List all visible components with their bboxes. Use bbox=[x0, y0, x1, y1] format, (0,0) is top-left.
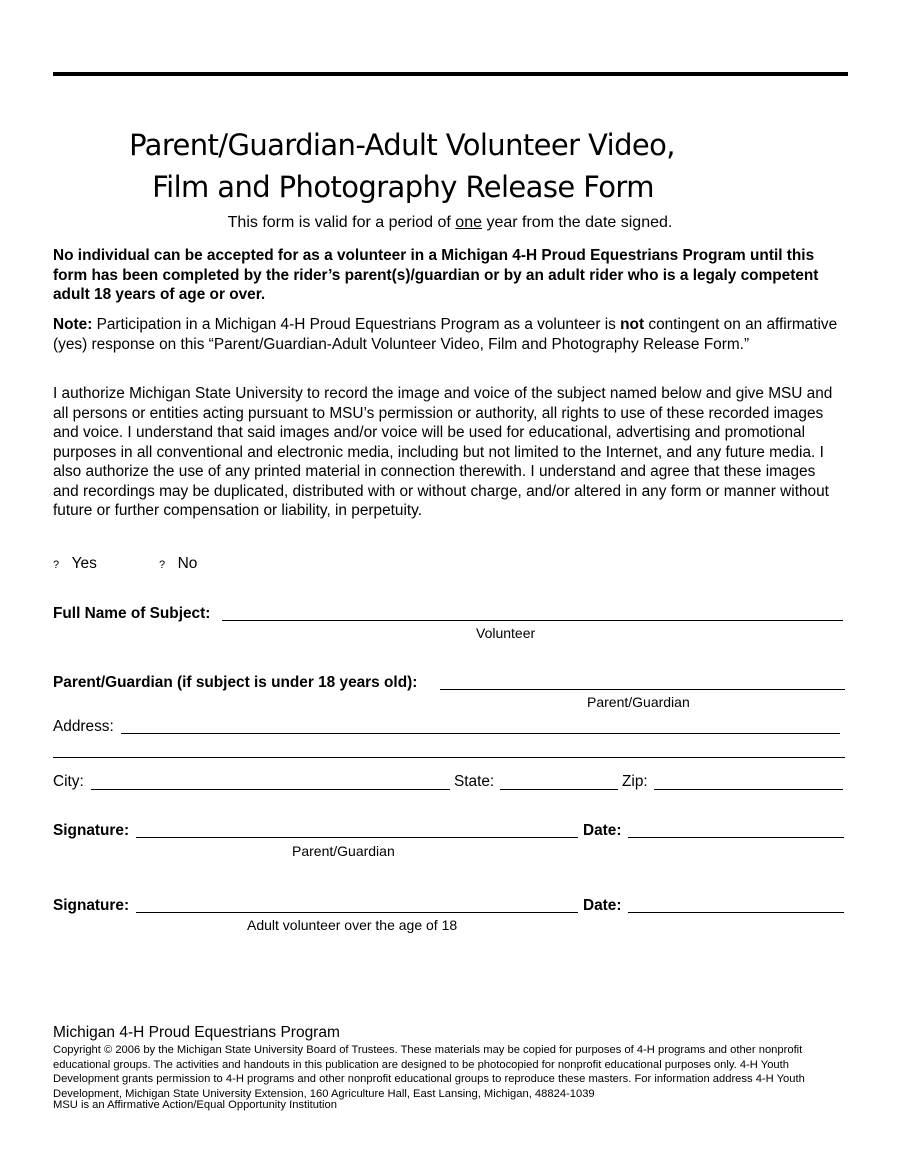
address-line-1[interactable] bbox=[121, 733, 840, 734]
state-label: State: bbox=[454, 773, 495, 790]
parent-guardian-label: Parent/Guardian (if subject is under 18 years old): bbox=[53, 674, 418, 691]
footer-copyright: Copyright © 2006 by the Michigan State University Board of Trustees. These materials may be copied for purposes of 4-H programs and other nonprofit educational groups. The activities and handouts in this publication are designed to be photocopied for nonprofit educational purposes only. 4-H Youth Development grants permission to 4-H programs and other nonprofit educational groups to reproduce these masters. For information address 4-H Youth Development, Michigan State University Extension, 160 Agriculture Hall, East Lansing, Michigan, 48824-1039 bbox=[53, 1044, 805, 1100]
no-label: No bbox=[177, 555, 198, 572]
signature-2-line[interactable] bbox=[136, 912, 578, 913]
date-2-label: Date: bbox=[583, 897, 622, 914]
full-name-caption: Volunteer bbox=[476, 625, 536, 641]
footer-eo-statement: MSU is an Affirmative Action/Equal Opportunity Institution bbox=[53, 1099, 337, 1111]
signature-1-label: Signature: bbox=[53, 822, 130, 839]
note-paragraph: Note: Participation in a Michigan 4-H Proud Equestrians Program as a volunteer is not contingent on an affirmative (yes) response on this “Parent/Guardian-Adult Volunteer Video, Film and Photography Release Form.” bbox=[53, 316, 838, 353]
no-option[interactable] bbox=[159, 555, 197, 573]
date-2-line[interactable] bbox=[628, 912, 844, 913]
full-name-label: Full Name of Subject: bbox=[53, 605, 211, 622]
footer-program-name: Michigan 4-H Proud Equestrians Program bbox=[53, 1024, 340, 1041]
parent-guardian-line[interactable] bbox=[440, 689, 845, 690]
date-1-label: Date: bbox=[583, 822, 622, 839]
requirement-paragraph: No individual can be accepted for as a volunteer in a Michigan 4-H Proud Equestrians Program until this form has been completed by the rider’s parent(s)/guardian or by an adult rider who is a legaly competent adult 18 years of age or over. bbox=[53, 247, 819, 303]
state-line[interactable] bbox=[500, 789, 618, 790]
signature-2-label: Signature: bbox=[53, 897, 130, 914]
address-label: Address: bbox=[53, 718, 114, 735]
city-label: City: bbox=[53, 773, 84, 790]
zip-label: Zip: bbox=[622, 773, 648, 790]
top-rule bbox=[53, 72, 848, 76]
signature-1-line[interactable] bbox=[136, 837, 578, 838]
full-name-line[interactable] bbox=[222, 620, 843, 621]
zip-line[interactable] bbox=[654, 789, 843, 790]
form-title-line-2: Film and Photography Release Form bbox=[152, 170, 654, 204]
signature-2-caption: Adult volunteer over the age of 18 bbox=[247, 917, 458, 933]
form-title-line-1: Parent/Guardian-Adult Volunteer Video, bbox=[129, 128, 675, 162]
parent-guardian-caption: Parent/Guardian bbox=[587, 694, 690, 710]
validity-statement: This form is valid for a period of one year from the date signed. bbox=[227, 214, 673, 231]
city-line[interactable] bbox=[91, 789, 450, 790]
authorization-paragraph: I authorize Michigan State University to record the image and voice of the subject named below and give MSU and all persons or entities acting pursuant to MSU’s permission or authority, all rights to use of these recorded images and voice. I understand that said images and/or voice will be used for educational, advertising and promotional purposes in all conventional and electronic media, including but not limited to the Internet, and any future media. I also authorize the use of any printed material in connection therewith. I understand and agree that these images and recordings may be duplicated, distributed with or without charge, and/or altered in any form or manner without future or further compensation or liability, in perpetuity. bbox=[53, 385, 833, 519]
signature-1-caption: Parent/Guardian bbox=[292, 843, 395, 859]
yes-option[interactable] bbox=[53, 555, 97, 573]
address-line-2[interactable] bbox=[53, 757, 845, 758]
date-1-line[interactable] bbox=[628, 837, 844, 838]
yes-label: Yes bbox=[71, 555, 97, 572]
no-checkbox[interactable]: ? bbox=[159, 559, 166, 571]
yes-checkbox[interactable]: ? bbox=[53, 559, 60, 571]
